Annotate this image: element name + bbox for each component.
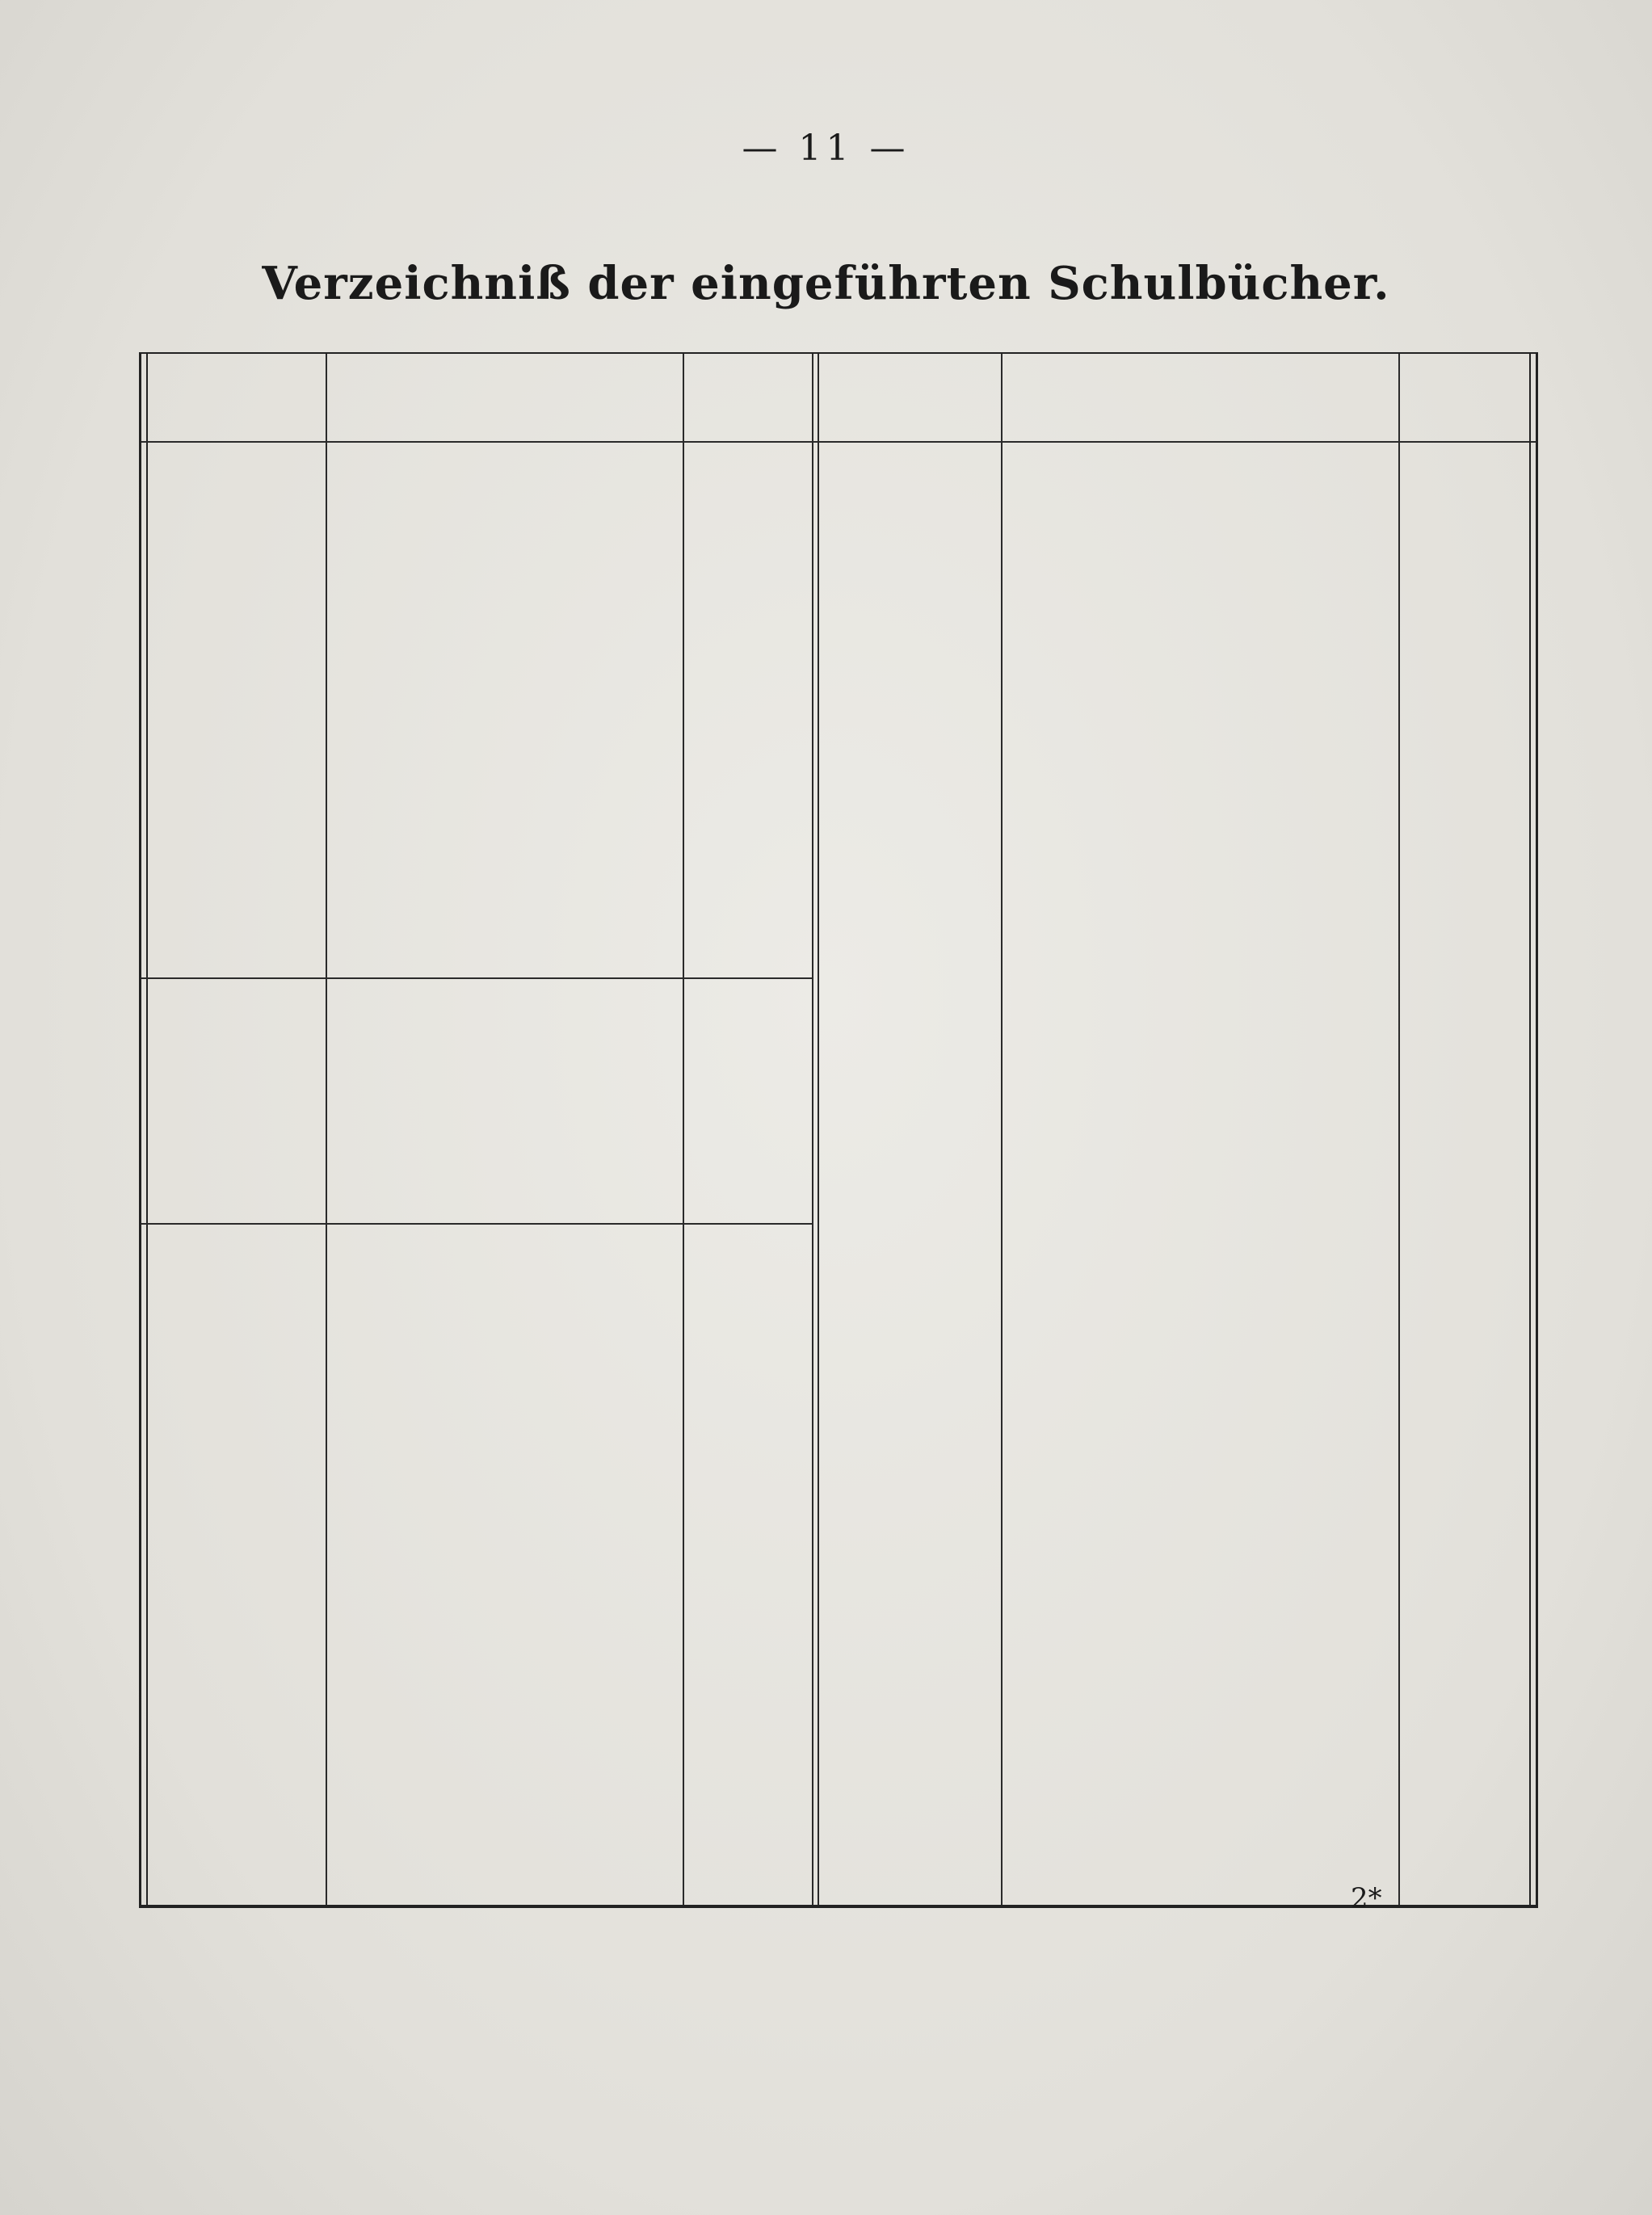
col-rule-3-double [812,354,813,1905]
printer-signature: 2* [1351,1882,1382,1914]
schoolbook-table [139,352,1538,1908]
page-title: Verzeichniß der eingeführten Schulbücher. [262,257,1390,310]
col-rule-4 [1001,354,1003,1905]
rule-deutsch-top [141,1223,813,1225]
header-rule [141,441,1536,443]
col-rule-2 [683,354,684,1905]
col-rule-3b [818,354,819,1905]
col-rule-5 [1398,354,1400,1905]
col-rule-1 [326,354,327,1905]
page-number: — 11 — [742,128,910,169]
rule-deutsch [141,977,813,979]
